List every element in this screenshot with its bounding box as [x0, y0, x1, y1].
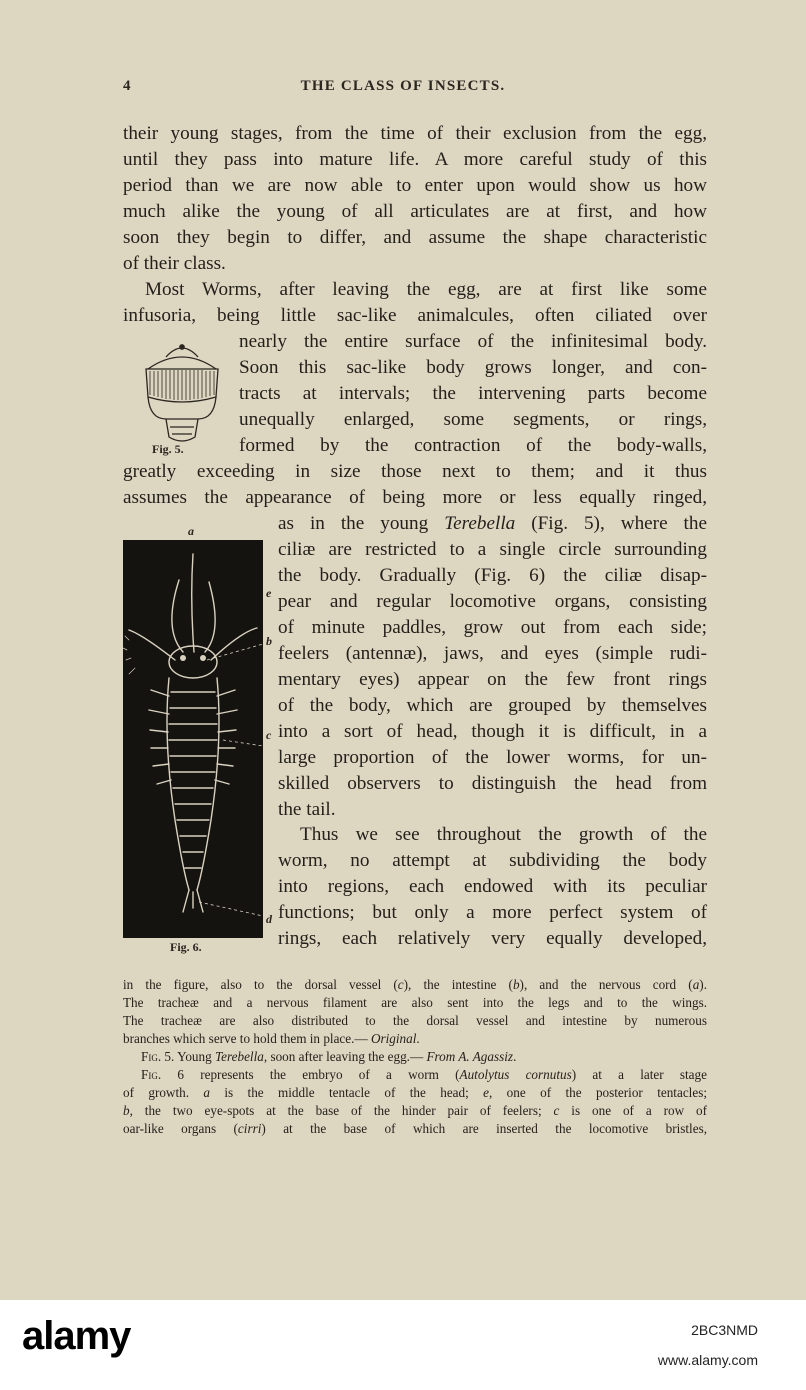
body-line: of the body, which are grouped by themselves [278, 695, 707, 716]
body-line: into a sort of head, though it is difficult, in a [278, 721, 707, 742]
figure-5-terebella-illustration [136, 335, 228, 447]
body-line: large proportion of the lower worms, for un- [278, 747, 707, 768]
body-line: skilled observers to distinguish the head from [278, 773, 707, 794]
figure-label-c: c [266, 728, 272, 742]
body-line: worm, no attempt at subdividing the body [278, 850, 707, 871]
figure-6-plate [123, 540, 263, 938]
body-line: Thus we see throughout the growth of the [300, 824, 707, 845]
footnote-line: b, the two eye-spots at the base of the hinder pair of feelers; c is one of a row of [123, 1103, 708, 1118]
figure-label-e: e [266, 586, 272, 600]
figure-5-caption: Fig. 5. [152, 442, 184, 456]
body-line: rings, each relatively very equally developed, [278, 928, 707, 949]
body-line: soon they begin to differ, and assume the shape characteristic [123, 227, 707, 248]
footnote-line: in the figure, also to the dorsal vessel (c), the intestine (b), and the nervous cord (a). [123, 977, 707, 992]
footnote-line: Fig. 6 represents the embryo of a worm (Autolytus cornutus) at a later stage [141, 1067, 707, 1082]
body-line: nearly the entire surface of the infinitesimal body. [239, 331, 707, 352]
figure-label-d: d [266, 912, 272, 926]
figure-label-b: b [266, 634, 272, 648]
body-line: period than we are now able to enter upon would show us how [123, 175, 707, 196]
figure-label-a: a [188, 524, 194, 538]
page-number: 4 [123, 78, 132, 94]
footnote-line: Fig. 5. Young Terebella, soon after leaving the egg.— From A. Agassiz. [141, 1049, 517, 1064]
body-line: mentary eyes) appear on the few front rings [278, 669, 707, 690]
body-line: of minute paddles, grow out from each side; [278, 617, 707, 638]
footnote-line: branches which serve to hold them in place.— Original. [123, 1031, 420, 1046]
body-line: Soon this sac-like body grows longer, and con- [239, 357, 707, 378]
image-id-label: 2BC3NMD [691, 1322, 758, 1338]
body-line: functions; but only a more perfect system of [278, 902, 707, 923]
body-line: their young stages, from the time of their exclusion from the egg, [123, 123, 707, 144]
body-line: the tail. [278, 799, 336, 820]
body-line: the body. Gradually (Fig. 6) the ciliæ disap- [278, 565, 707, 586]
brand-logo: alamy [22, 1314, 131, 1358]
body-line: pear and regular locomotive organs, consisting [278, 591, 707, 612]
body-line: tracts at intervals; the intervening parts become [239, 383, 707, 404]
body-line: until they pass into mature life. A more careful study of this [123, 149, 707, 170]
footnote-line: oar-like organs (cirri) at the base of which are inserted the locomotive bristles, [123, 1121, 708, 1136]
body-line: ciliæ are restricted to a single circle surrounding [278, 539, 707, 560]
stock-footer-bar [0, 1300, 806, 1390]
body-line: assumes the appearance of being more or less equally ringed, [123, 487, 707, 508]
body-line: of their class. [123, 253, 226, 274]
body-line: greatly exceeding in size those next to them; and it thus [123, 461, 707, 482]
figure-6-worm-embryo-illustration [123, 540, 263, 938]
body-line: much alike the young of all articulates are at first, and how [123, 201, 707, 222]
body-line: unequally enlarged, some segments, or rings, [239, 409, 707, 430]
running-title: THE CLASS OF INSECTS. [300, 78, 506, 94]
body-line: formed by the contraction of the body-walls, [239, 435, 707, 456]
body-line: into regions, each endowed with its peculiar [278, 876, 707, 897]
body-line: as in the young Terebella (Fig. 5), where the [278, 513, 707, 534]
body-line: Most Worms, after leaving the egg, are at first like some [145, 279, 707, 300]
footnote-line: The tracheæ and a nervous filament are also sent into the legs and to the wings. [123, 995, 707, 1010]
site-url-label: www.alamy.com [657, 1352, 758, 1368]
footnote-line: of growth. a is the middle tentacle of the head; e, one of the posterior tentacles; [123, 1085, 707, 1100]
body-line: infusoria, being little sac-like animalcules, often ciliated over [123, 305, 707, 326]
figure-6-caption: Fig. 6. [170, 940, 202, 954]
body-line: feelers (antennæ), jaws, and eyes (simple rudi- [278, 643, 707, 664]
footnote-line: The tracheæ are also distributed to the dorsal vessel and intestine by numerous [123, 1013, 707, 1028]
